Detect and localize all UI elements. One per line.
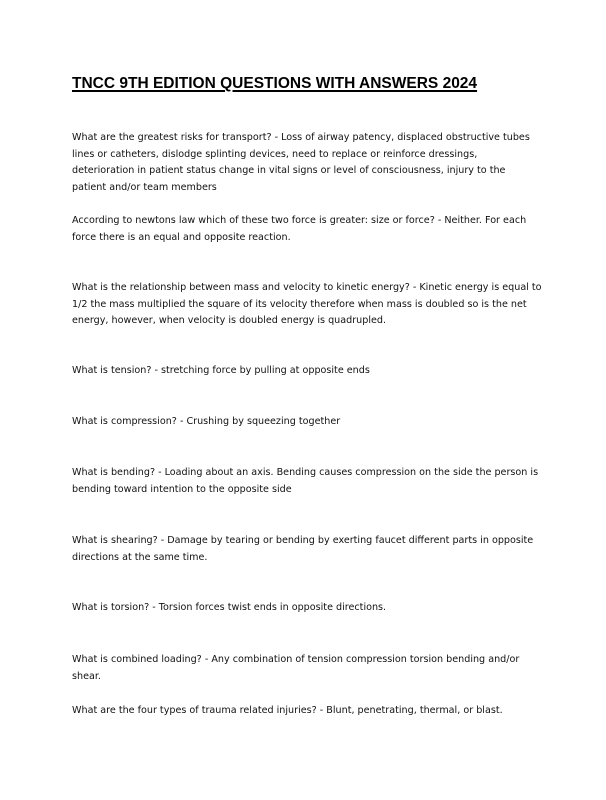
- qa-trauma-types: What are the four types of trauma related injuries? - Blunt, penetrating, thermal, or blast.: [72, 705, 503, 716]
- qa-shearing: What is shearing? - Damage by tearing or bending by exerting faucet different parts in opposite directions at the same time.: [72, 535, 534, 563]
- document-title: TNCC 9TH EDITION QUESTIONS WITH ANSWERS 2024: [72, 75, 478, 92]
- qa-tension: What is tension? - stretching force by pulling at opposite ends: [72, 365, 370, 376]
- qa-torsion: What is torsion? - Torsion forces twist ends in opposite directions.: [72, 602, 387, 613]
- qa-bending: What is bending? - Loading about an axis. Bending causes compression on the side the person is bending toward intention to the opposite side: [72, 467, 539, 495]
- qa-transport-risks: What are the greatest risks for transport? - Loss of airway patency, displaced obstructive tubes lines or catheters, dislodge splinting devices, need to replace or reinforce dressings, deterioration in patient status change in vital signs or level of consciousness, injury to the patient and/or team members: [72, 132, 530, 194]
- qa-newtons-law: According to newtons law which of these two force is greater: size or force? - Neither. For each force there is an equal and opposite reaction.: [72, 215, 527, 243]
- qa-kinetic-energy: What is the relationship between mass and velocity to kinetic energy? - Kinetic energy is equal to 1/2 the mass multiplied the square of its velocity therefore when mass is doubled so is the net energy, however, when velocity is doubled energy is quadrupled.: [72, 282, 542, 327]
- qa-combined-loading: What is combined loading? - Any combination of tension compression torsion bending and/or shear.: [72, 654, 520, 682]
- qa-compression: What is compression? - Crushing by squeezing together: [72, 416, 341, 427]
